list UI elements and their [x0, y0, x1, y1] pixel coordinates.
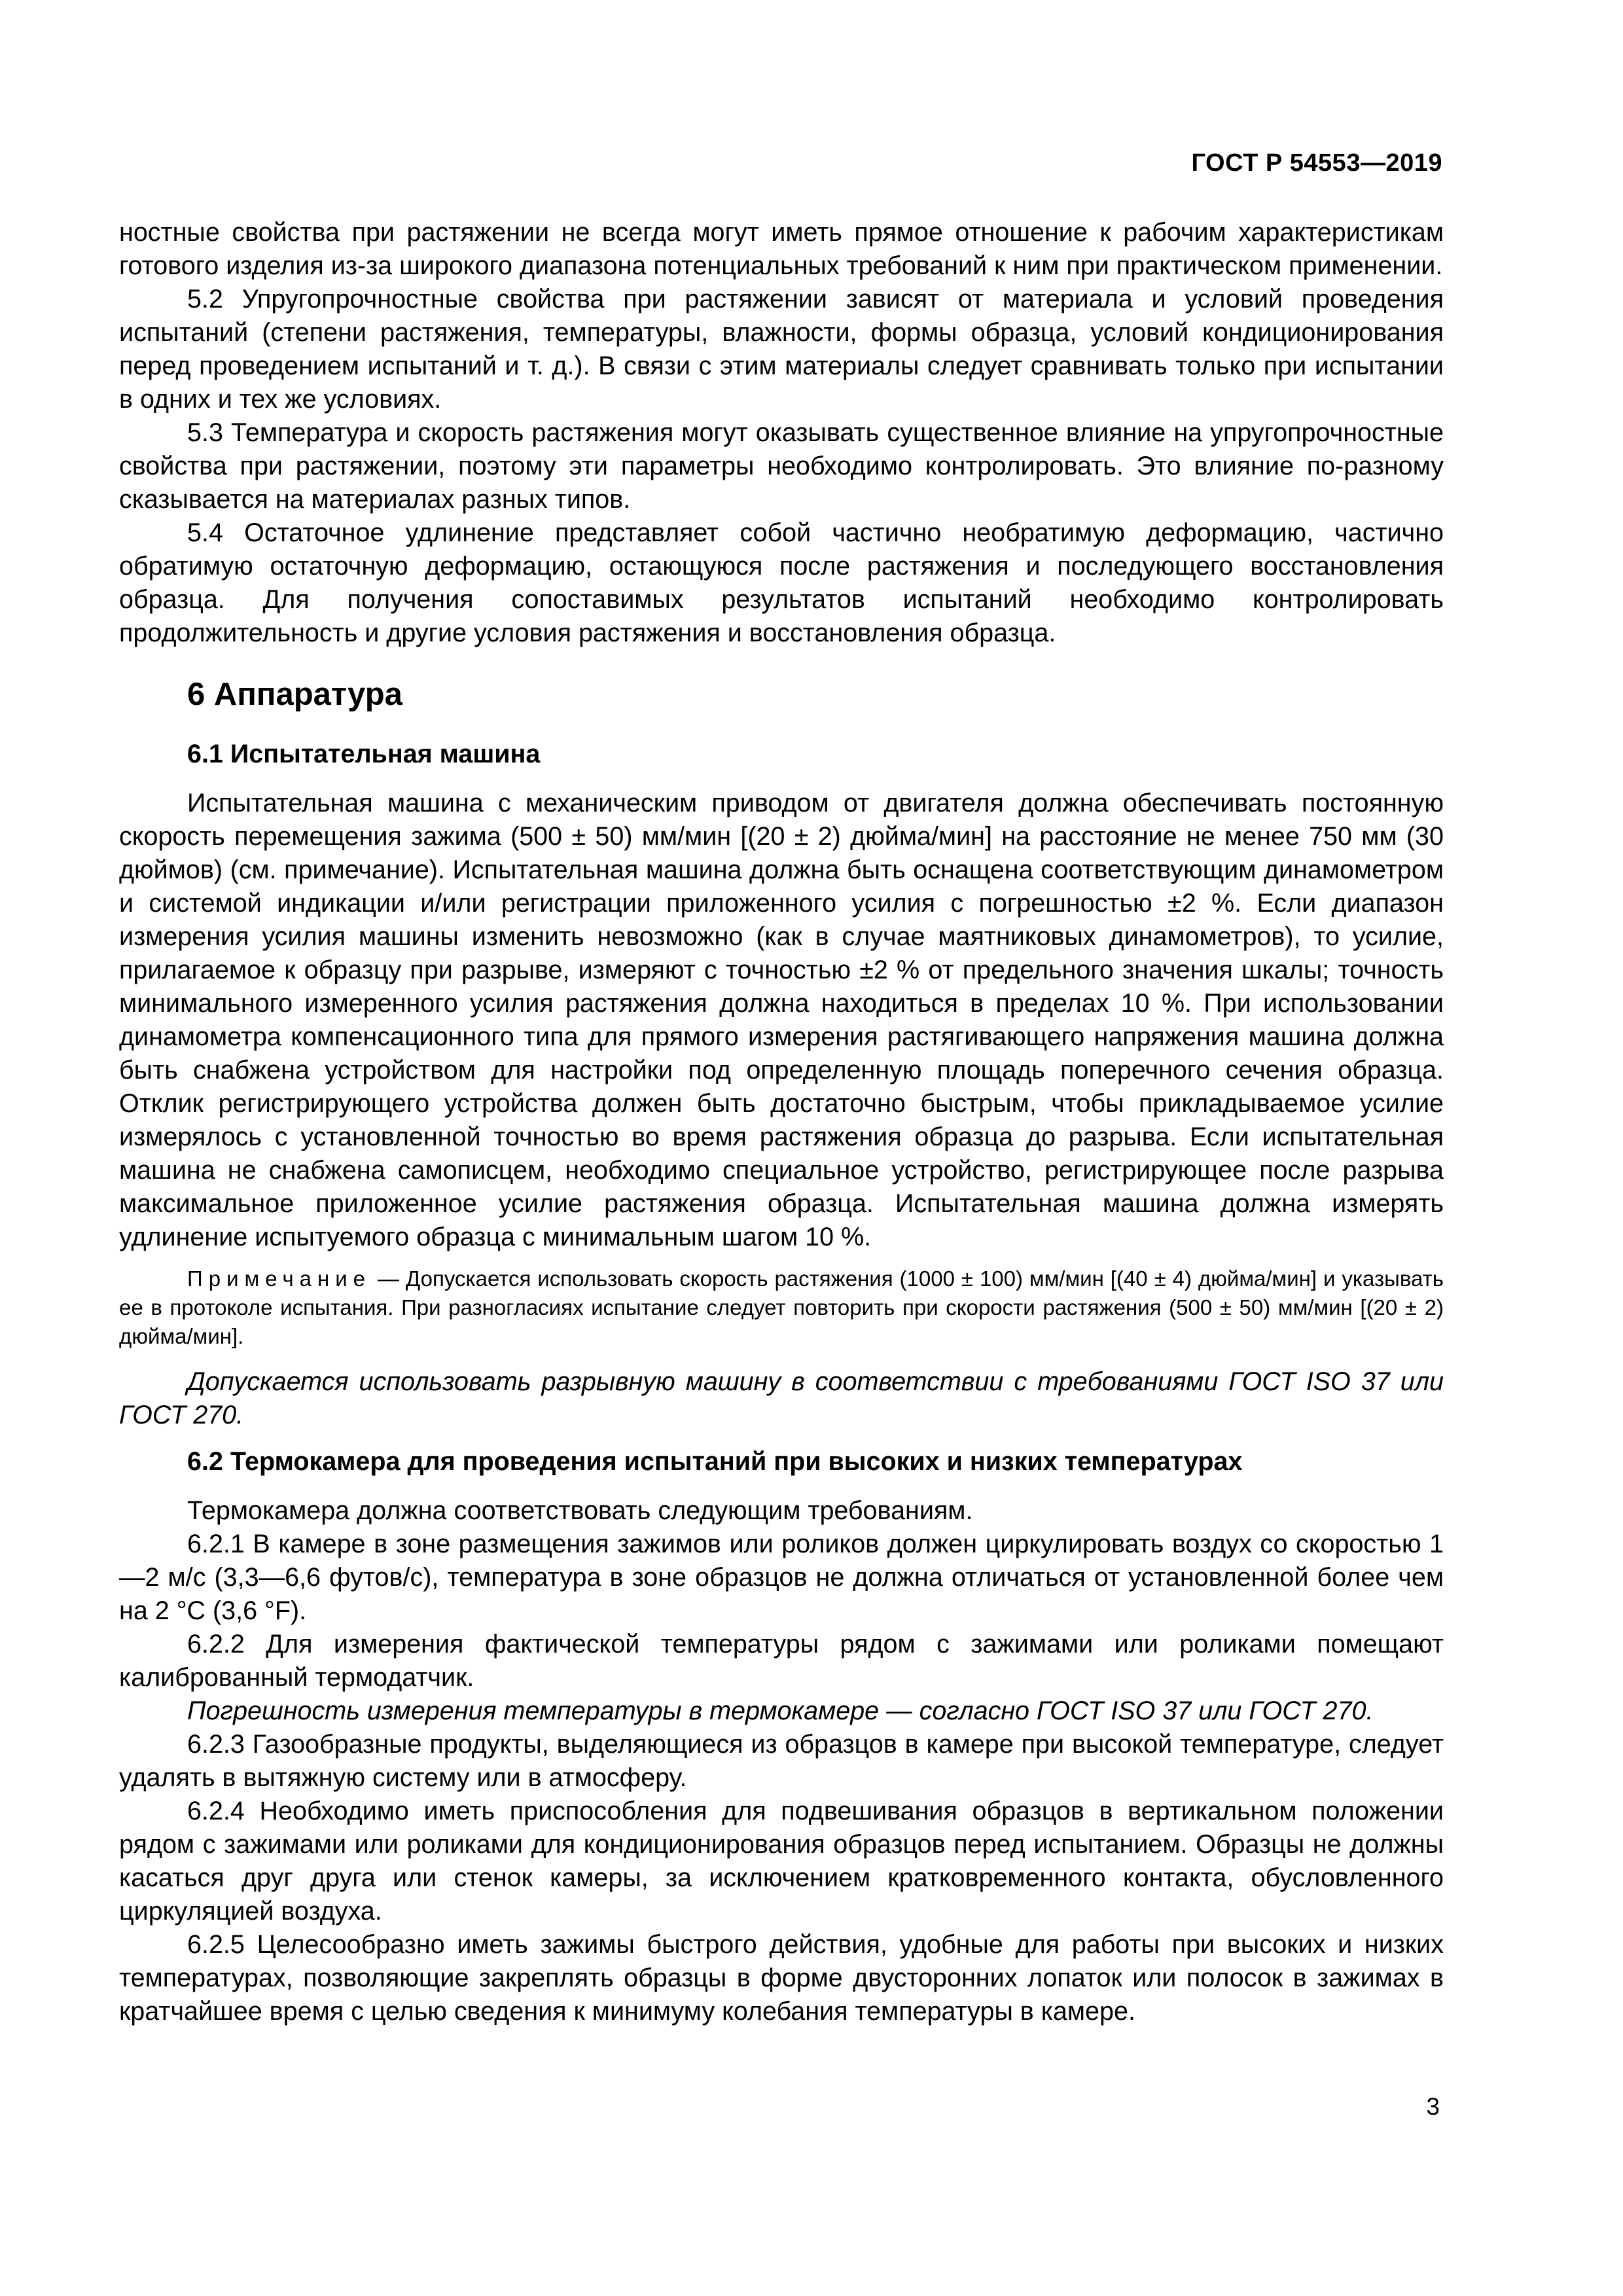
section-heading-6: 6 Аппаратура [187, 677, 402, 712]
paragraph-5-4: 5.4 Остаточное удлинение представляет собой частично необратимую деформацию, частично обратимую остаточную деформацию, остающуюся после растяжения и последующего восстановления образца. Для получения сопоставимых результатов испытаний необходимо контролировать продолжительность и другие условия растяжения и восстановления образца. [119, 518, 1444, 647]
document-header-id: ГОСТ Р 54553—2019 [1191, 149, 1442, 177]
paragraph-continuation: ностные свойства при растяжении не всегда могут иметь прямое отношение к рабочим характеристикам готового изделия из-за широкого диапазона потенциальных требований к ним при практическом применении. [119, 218, 1444, 280]
paragraph-5-2: 5.2 Упругопрочностные свойства при растяжении зависят от материала и условий проведения испытаний (степени растяжения, температуры, влажности, формы образца, условий кондиционирования перед проведением испытаний и т. д.). В связи с этим материалы следует сравнивать только при испытании в одних и тех же условиях. [119, 285, 1444, 414]
paragraph-6-2-1: 6.2.1 В камере в зоне размещения зажимов или роликов должен циркулировать воздух со скоростью 1—2 м/с (3,3—6,6 футов/с), температура в зоне образцов не должна отличаться от установленной более чем на 2 °С (3,6 °F). [119, 1530, 1444, 1625]
note-text: — Допускается использовать скорость растяжения (1000 ± 100) мм/мин [(40 ± 4) дюйма/мин] и указывать ее в протоколе испытания. При разногласиях испытание следует повторить при скорости растяжения (500 ± 50) мм/мин [(20 ± 2) дюйма/мин]. [119, 1266, 1444, 1348]
subsection-heading-6-1: 6.1 Испытательная машина [187, 740, 541, 768]
paragraph-6-1-italic: Допускается использовать разрывную машину в соответствии с требованиями ГОСТ ISO 37 или ГОСТ 270. [119, 1367, 1444, 1429]
subsection-heading-6-2: 6.2 Термокамера для проведения испытаний при высоких и низких температурах [187, 1447, 1243, 1476]
paragraph-6-2-3: 6.2.3 Газообразные продукты, выделяющиеся из образцов в камере при высокой температуре, следует удалять в вытяжную систему или в атмосферу. [119, 1730, 1444, 1792]
paragraph-6-2: Термокамера должна соответствовать следующим требованиям. [187, 1496, 973, 1525]
note-label: Примечание [187, 1266, 372, 1291]
paragraph-5-3: 5.3 Температура и скорость растяжения могут оказывать существенное влияние на упругопрочностные свойства при растяжении, поэтому эти параметры необходимо контролировать. Это влияние по-разному сказывается на материалах разных типов. [119, 418, 1444, 514]
paragraph-6-2-2: 6.2.2 Для измерения фактической температуры рядом с зажимами или роликами помещают калиброванный термодатчик. [119, 1630, 1444, 1692]
note-block [119, 1265, 1444, 1351]
paragraph-6-1: Испытательная машина с механическим приводом от двигателя должна обеспечивать постоянную скорость перемещения зажима (500 ± 50) мм/мин [(20 ± 2) дюйма/мин] на расстояние не менее 750 мм (30 дюймов) (см. примечание). Испытательная машина должна быть оснащена соответствующим динамометром и системой индикации и/или регистрации приложенного усилия с погрешностью ±2 %. Если диапазон измерения усилия машины изменить невозможно (как в случае маятниковых динамометров), то усилие, прилагаемое к образцу при разрыве, измеряют с точностью ±2 % от предельного значения шкалы; точность минимального измеренного усилия растяжения должна находиться в пределах 10 %. При использовании динамометра компенсационного типа для прямого измерения растягивающего напряжения машина должна быть снабжена устройством для настройки под определенную площадь поперечного сечения образца. Отклик регистрирующего устройства должен быть достаточно быстрым, чтобы прикладываемое усилие измерялось с установленной точностью во время растяжения образца до разрыва. Если испытательная машина не снабжена самописцем, необходимо специальное устройство, регистрирующее после разрыва максимальное приложенное усилие растяжения образца. Испытательная машина должна измерять удлинение испытуемого образца с минимальным шагом 10 %. [119, 789, 1444, 1251]
document-body [119, 216, 1444, 2028]
paragraph-6-2-4: 6.2.4 Необходимо иметь приспособления для подвешивания образцов в вертикальном положении рядом с зажимами или роликами для кондиционирования образцов перед испытанием. Образцы не должны касаться друг друга или стенок камеры, за исключением кратковременного контакта, обусловленного циркуляцией воздуха. [119, 1797, 1444, 1926]
paragraph-6-2-2-italic: Погрешность измерения температуры в термокамере — согласно ГОСТ ISO 37 или ГОСТ 270. [187, 1696, 1374, 1725]
page-number: 3 [1426, 2093, 1440, 2120]
paragraph-6-2-5: 6.2.5 Целесообразно иметь зажимы быстрого действия, удобные для работы при высоких и низких температурах, позволяющие закреплять образцы в форме двусторонних лопаток или полосок в зажимах в кратчайшее время с целью сведения к минимуму колебания температуры в камере. [119, 1930, 1444, 2026]
